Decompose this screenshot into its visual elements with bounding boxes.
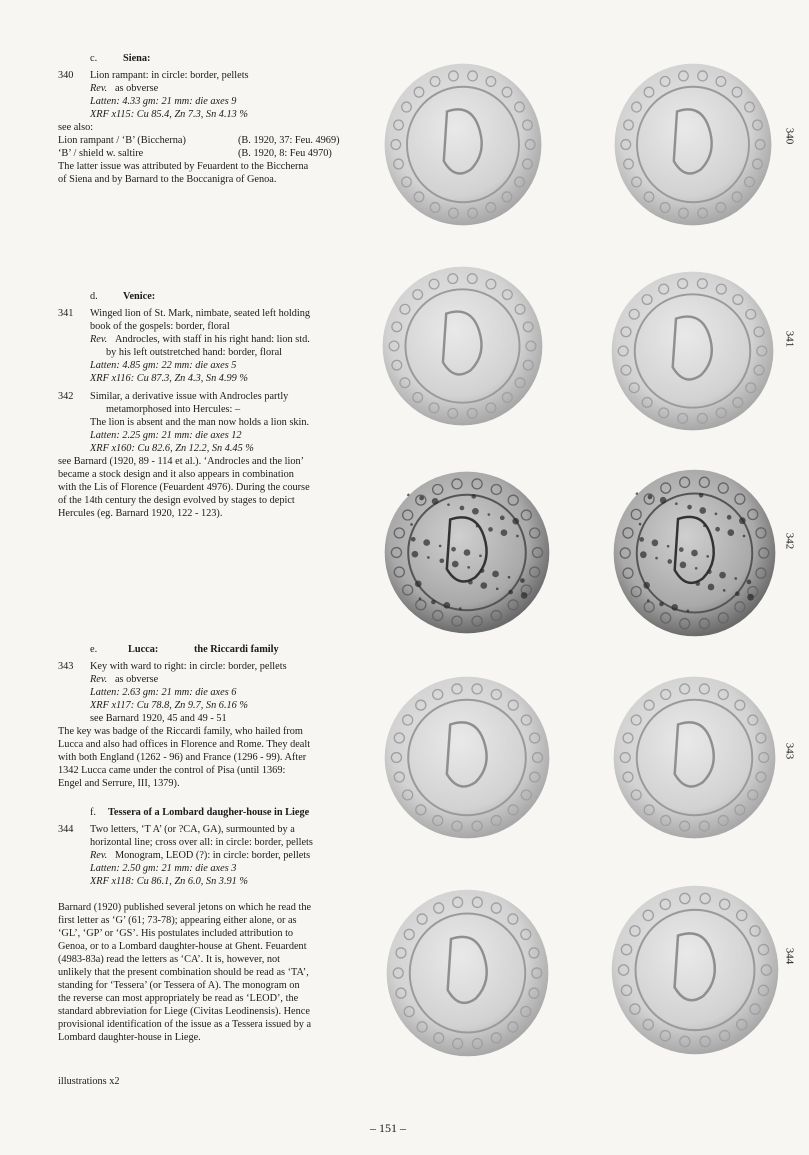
entry-metrics: Latten: 2.63 gm: 21 mm: die axes 6 <box>90 687 237 698</box>
note-line: with the Lis of Florence (Feuardent 4976). During the course <box>58 482 310 493</box>
rev-text: Androcles, with staff in his right hand: lion std. <box>114 334 310 345</box>
illustrations-note: illustrations x2 <box>58 1076 120 1087</box>
rev-text: as obverse <box>114 674 159 685</box>
note-line: unlikely that the present combination should be read as ‘TA’, <box>58 967 309 978</box>
note-line: became a stock design and it also appears in combination <box>58 469 294 480</box>
entry-number: 344 <box>58 824 74 835</box>
entry-number: 341 <box>58 308 74 319</box>
section-subheading: the Riccardi family <box>194 644 279 655</box>
coin-342-reverse <box>612 468 777 638</box>
note-line: Engel and Serrure, III, 1379). <box>58 778 180 789</box>
coin-340-reverse <box>613 62 773 227</box>
rev-label: Rev. <box>90 83 108 94</box>
entry-xrf: XRF x118: Cu 86.1, Zn 6.0, Sn 3.91 % <box>90 876 248 887</box>
coin-344-obverse <box>385 888 550 1058</box>
entry-description: Lion rampant: in circle: border, pellets <box>90 70 249 81</box>
entry-number: 343 <box>58 661 74 672</box>
entry-metrics: Latten: 2.25 gm: 21 mm: die axes 12 <box>90 430 242 441</box>
note-line: Lombard daughter-house in Liege. <box>58 1032 201 1043</box>
section-letter: f. <box>90 807 97 818</box>
entry-number: 340 <box>58 70 74 81</box>
entry-xrf: XRF x115: Cu 85.4, Zn 7.3, Sn 4.13 % <box>90 109 248 120</box>
coin-label-343: 343 <box>783 742 796 760</box>
entry-reverse <box>58 673 368 686</box>
coin-340-obverse <box>383 62 543 227</box>
section-lucca <box>58 643 368 790</box>
entry-reverse <box>58 849 368 862</box>
rev-label: Rev. <box>90 334 108 345</box>
note-line: with both England (1262 - 96) and France (1296 - 99). After <box>58 752 307 763</box>
note-line: (4983-83a) read the letters as ‘CA’. It is, however, not <box>58 954 281 965</box>
reference-left: Lion rampant / ‘B’ (Biccherna) <box>58 135 186 146</box>
note-line: standard abbreviation for Liege (Civitas Leodinensis). Hence <box>58 1006 310 1017</box>
entry-reverse <box>58 82 368 95</box>
entry-description: The lion is absent and the man now holds a lion skin. <box>90 417 310 428</box>
entry-description: Key with ward to right: in circle: border, pellets <box>90 661 287 672</box>
entry-xrf: XRF x160: Cu 82.6, Zn 12.2, Sn 4.45 % <box>90 443 254 454</box>
note-line: The latter issue was attributed by Feuardent to the Biccherna <box>58 161 309 172</box>
coin-label-341: 341 <box>783 330 796 348</box>
note-line: see Barnard (1920, 89 - 114 et al.). ‘Androcles and the lion’ <box>58 456 305 467</box>
note-line: Lucca and also had offices in Florence and Rome. They dealt <box>58 739 311 750</box>
note-line: ‘GL’, ‘GP’ or ‘GS’. His postulates included attribution to <box>58 928 294 939</box>
entry-metrics: Latten: 4.85 gm: 22 mm: die axes 5 <box>90 360 237 371</box>
coin-343-obverse <box>383 675 551 840</box>
section-heading: Lucca: <box>128 644 159 655</box>
note-line: standing for ‘Tessera’ (or Tessera of A). The monogram on <box>58 980 300 991</box>
entry-description: Two letters, ‘T A’ (or ?CA, GA), surmounted by a <box>90 824 295 835</box>
section-letter: d. <box>90 291 98 302</box>
section-heading: Siena: <box>123 53 151 64</box>
coin-label-340: 340 <box>783 127 796 145</box>
section-siena <box>58 52 368 186</box>
entry-description: by his left outstretched hand: border, floral <box>106 347 283 358</box>
section-letter: c. <box>90 53 98 64</box>
reference-right: (B. 1920, 8: Feu 4970) <box>238 148 332 159</box>
note-line: provisional identification of the issue as a Tessera issued by a <box>58 1019 312 1030</box>
entry-xrf: XRF x117: Cu 78.8, Zn 9.7, Sn 6.16 % <box>90 700 248 711</box>
entry-xrf: XRF x116: Cu 87.3, Zn 4.3, Sn 4.99 % <box>90 373 248 384</box>
entry-number: 342 <box>58 391 74 402</box>
entry-metrics: Latten: 2.50 gm: 21 mm: die axes 3 <box>90 863 237 874</box>
entry-description: metamorphosed into Hercules: – <box>106 404 241 415</box>
page-number: – 151 – <box>370 1121 406 1135</box>
note-line: Genoa, or to a Lombard daughter-house at Ghent. Feuardent <box>58 941 307 952</box>
section-heading: Venice: <box>123 291 156 302</box>
entry-description: Similar, a derivative issue with Androcles partly <box>90 391 289 402</box>
note-line: 1342 Lucca came under the control of Pisa (until 1369: <box>58 765 286 776</box>
entry-reverse <box>58 333 368 346</box>
reference-left: ‘B’ / shield w. saltire <box>58 148 144 159</box>
coin-label-344: 344 <box>783 947 796 965</box>
note-line: of Siena and by Barnard to the Boccanigra of Genoa. <box>58 174 277 185</box>
rev-label: Rev. <box>90 674 108 685</box>
coin-label-342: 342 <box>783 532 796 550</box>
note-line: the reverse can most appropriately be read as ‘LEOD’, the <box>58 993 299 1004</box>
section-venice <box>58 290 368 520</box>
coin-341-obverse <box>381 265 544 427</box>
section-liege <box>58 806 368 1044</box>
entry-reference: see Barnard 1920, 45 and 49 - 51 <box>90 713 227 724</box>
note-line: Hercules (eg. Barnard 1920, 122 - 123). <box>58 508 223 519</box>
rev-label: Rev. <box>90 850 108 861</box>
entry-metrics: Latten: 4.33 gm: 21 mm: die axes 9 <box>90 96 237 107</box>
note-line: Barnard (1920) published several jetons on which he read the <box>58 902 312 913</box>
reference-right: (B. 1920, 37: Feu. 4969) <box>238 135 340 146</box>
coin-341-reverse <box>610 270 775 432</box>
section-heading: Tessera of a Lombard daugher-house in Liege <box>108 807 310 818</box>
coin-342-obverse <box>383 470 551 635</box>
entry-description: book of the gospels: border, floral <box>90 321 230 332</box>
note-line: first letter as ‘G’ (61; 73-78); appearing either alone, or as <box>58 915 297 926</box>
rev-text: as obverse <box>114 83 159 94</box>
note-line: of the 14th century the design evolved by stages to depict <box>58 495 295 506</box>
entry-description: Winged lion of St. Mark, nimbate, seated left holding <box>90 308 311 319</box>
coin-344-reverse <box>610 884 780 1056</box>
see-also: see also: <box>58 122 94 133</box>
note-line: The key was badge of the Riccardi family, who hailed from <box>58 726 303 737</box>
rev-text: Monogram, LEOD (?): in circle: border, pellets <box>114 850 311 861</box>
entry-description: horizontal line; cross over all: in circle: border, pellets <box>90 837 313 848</box>
coin-343-reverse <box>612 675 777 840</box>
section-letter: e. <box>90 644 98 655</box>
